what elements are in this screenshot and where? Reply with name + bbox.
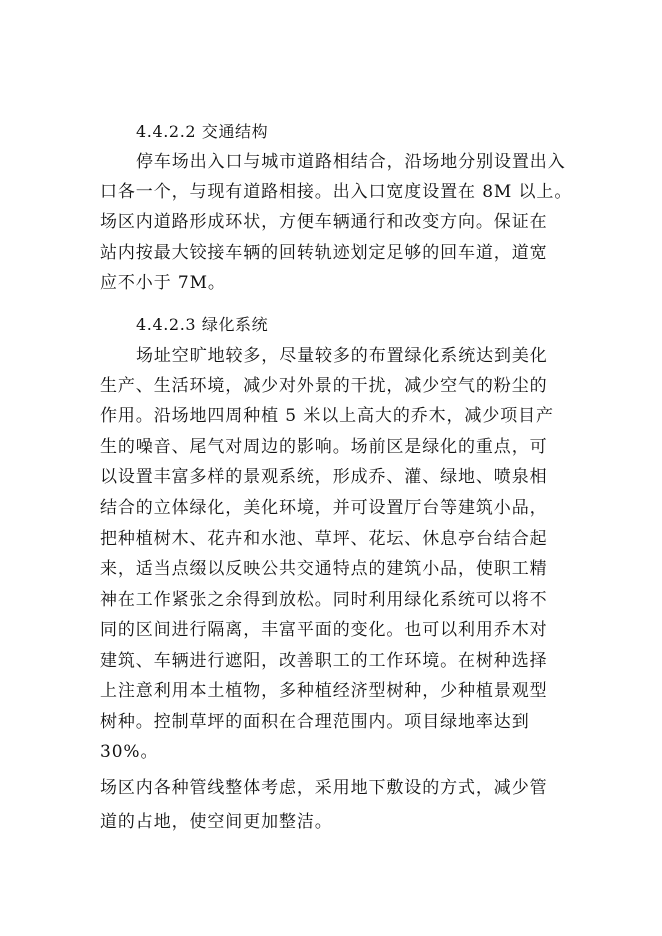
paragraph-line: 树种。控制草坪的面积在合理范围内。项目绿地率达到 [100,712,530,732]
paragraph-line: 神在工作紧张之余得到放松。同时利用绿化系统可以将不 [100,590,548,610]
paragraph-line: 以设置丰富多样的景观系统，形成乔、灌、绿地、喷泉相 [100,467,548,487]
paragraph-line: 站内按最大铰接车辆的回转轨迹划定足够的回车道，道宽 [100,243,548,263]
paragraph-line: 停车场出入口与城市道路相结合，沿场地分别设置出入 [136,152,566,172]
paragraph-line: 场区内各种管线整体考虑，采用地下敷设的方式，减少管 [100,778,548,798]
paragraph-line: 建筑、车辆进行遮阳，改善职工的工作环境。在树种选择 [100,651,548,671]
paragraph-line: 应不小于 7M。 [100,273,226,293]
section-heading-greening: 4.4.2.3 绿化系统 [136,315,269,334]
paragraph-line: 上注意利用本土植物，多种植经济型树种，少种植景观型 [100,681,548,701]
paragraph-line: 作用。沿场地四周种植 5 米以上高大的乔木，减少项目产 [100,406,554,426]
paragraph-line: 生产、生活环境，减少对外景的干扰，减少空气的粉尘的 [100,376,548,396]
paragraph-line: 场区内道路形成环状，方便车辆通行和改变方向。保证在 [100,212,548,232]
paragraph-line: 结合的立体绿化，美化环境，并可设置厅台等建筑小品， [100,498,548,518]
paragraph-line: 道的占地，使空间更加整洁。 [100,812,333,832]
paragraph-line: 30%。 [100,742,159,762]
paragraph-line: 来，适当点缀以反映公共交通特点的建筑小品，使职工精 [100,559,548,579]
paragraph-line: 场址空旷地较多，尽量较多的布置绿化系统达到美化 [136,346,548,366]
paragraph-line: 同的区间进行隔离，丰富平面的变化。也可以利用乔木对 [100,620,548,640]
section-heading-traffic: 4.4.2.2 交通结构 [136,122,269,141]
paragraph-line: 把种植树木、花卉和水池、草坪、花坛、休息亭台结合起 [100,529,548,549]
paragraph-line: 口各一个，与现有道路相接。出入口宽度设置在 8M 以上。 [100,182,573,202]
paragraph-line: 生的噪音、尾气对周边的影响。场前区是绿化的重点，可 [100,437,548,457]
